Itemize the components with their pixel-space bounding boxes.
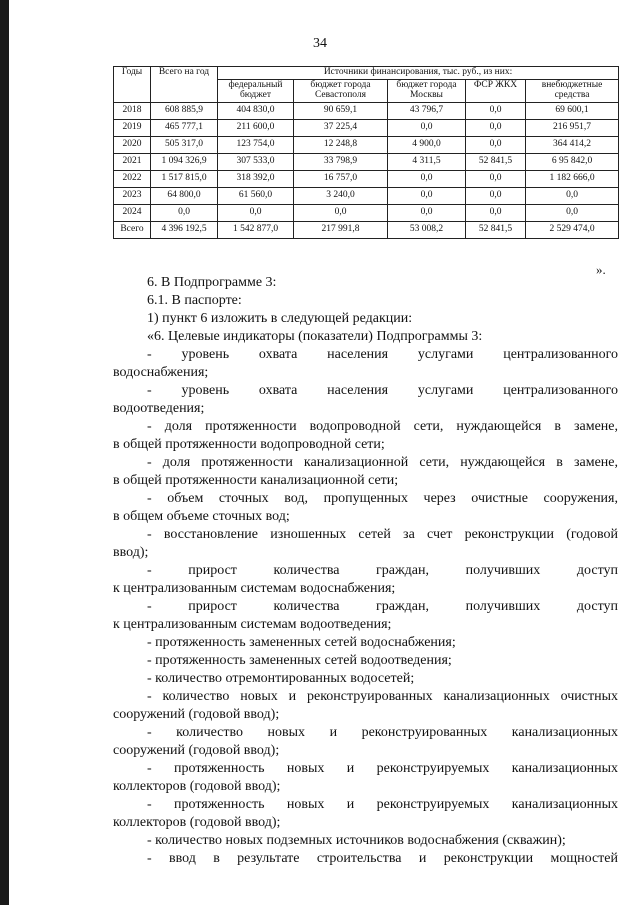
table-total-row [114, 221, 619, 238]
header-federal: федеральный бюджет [218, 79, 294, 102]
bullet-line: - количество новых и реконструированных канализационных [147, 725, 618, 740]
cell-sevastopol: 12 248,8 [294, 136, 388, 153]
table-row [114, 136, 619, 153]
bullet-continuation: в общем объеме сточных вод; [113, 509, 290, 524]
header-years: Годы [114, 67, 151, 103]
cell-year: 2023 [114, 187, 151, 204]
cell-federal: 61 560,0 [218, 187, 294, 204]
bullet-line: - объем сточных вод, пропущенных через очистные сооружения, [147, 491, 618, 506]
bullet-continuation: коллекторов (годовой ввод); [113, 815, 281, 830]
header-extra: внебюджетные средства [526, 79, 619, 102]
header-moscow: бюджет города Москвы [388, 79, 466, 102]
cell-total: 1 517 815,0 [151, 170, 218, 187]
cell-total: 0,0 [151, 204, 218, 221]
bullet-line: - количество новых и реконструированных канализационных очистных [147, 689, 618, 704]
item-1-line: 1) пункт 6 изложить в следующей редакции: [147, 311, 413, 326]
bullet-continuation: в общей протяженности канализационной сети; [113, 473, 399, 488]
cell-sevastopol: 90 659,1 [294, 102, 388, 119]
cell-moscow: 0,0 [388, 119, 466, 136]
cell-federal: 211 600,0 [218, 119, 294, 136]
cell-total: 608 885,9 [151, 102, 218, 119]
cell-federal: 0,0 [218, 204, 294, 221]
cell-federal: 318 392,0 [218, 170, 294, 187]
cell-year: 2019 [114, 119, 151, 136]
bullet-line: - уровень охвата населения услугами централизованного [147, 347, 618, 362]
bullet-line: - доля протяженности водопроводной сети, нуждающейся в замене, [147, 419, 618, 434]
cell-year: Всего [114, 221, 151, 238]
cell-fsr: 0,0 [466, 187, 526, 204]
table-row [114, 119, 619, 136]
cell-total: 505 317,0 [151, 136, 218, 153]
cell-fsr: 52 841,5 [466, 221, 526, 238]
cell-sevastopol: 0,0 [294, 204, 388, 221]
cell-sevastopol: 16 757,0 [294, 170, 388, 187]
bullet-line: - количество новых подземных источников водоснабжения (скважин); [147, 833, 566, 848]
bullet-line: - количество отремонтированных водосетей; [147, 671, 415, 686]
cell-federal: 1 542 877,0 [218, 221, 294, 238]
bullet-continuation: коллекторов (годовой ввод); [113, 779, 281, 794]
bullet-line: - протяженность замененных сетей водоотведения; [147, 653, 452, 668]
cell-fsr: 0,0 [466, 102, 526, 119]
bullet-continuation: сооружений (годовой ввод); [113, 743, 280, 758]
bullet-continuation: к централизованным системам водоснабжения; [113, 581, 396, 596]
bullet-continuation: в общей протяженности водопроводной сети; [113, 437, 385, 452]
cell-fsr: 0,0 [466, 119, 526, 136]
cell-extra: 6 95 842,0 [526, 153, 619, 170]
bullet-continuation: ввод); [113, 545, 149, 560]
cell-year: 2018 [114, 102, 151, 119]
indicators-heading: «6. Целевые индикаторы (показатели) Подпрограммы 3: [147, 329, 483, 344]
table-header-row [114, 67, 619, 80]
cell-sevastopol: 33 798,9 [294, 153, 388, 170]
item-6-1-line: 6.1. В паспорте: [147, 293, 242, 308]
cell-federal: 404 830,0 [218, 102, 294, 119]
bullet-line: - уровень охвата населения услугами централизованного [147, 383, 618, 398]
item-6-line: 6. В Подпрограмме 3: [147, 275, 277, 290]
bullet-continuation: к централизованным системам водоотведения; [113, 617, 392, 632]
cell-extra: 0,0 [526, 204, 619, 221]
cell-sevastopol: 217 991,8 [294, 221, 388, 238]
bullet-continuation: водоотведения; [113, 401, 205, 416]
bullet-line: - протяженность новых и реконструируемых канализационных [147, 761, 618, 776]
bullet-continuation: сооружений (годовой ввод); [113, 707, 280, 722]
bullet-line: - восстановление изношенных сетей за счет реконструкции (годовой [147, 527, 618, 542]
header-total: Всего на год [151, 67, 218, 103]
cell-extra: 216 951,7 [526, 119, 619, 136]
table-row [114, 204, 619, 221]
cell-fsr: 0,0 [466, 136, 526, 153]
cell-federal: 123 754,0 [218, 136, 294, 153]
cell-year: 2024 [114, 204, 151, 221]
financing-table [113, 66, 619, 239]
cell-federal: 307 533,0 [218, 153, 294, 170]
cell-fsr: 52 841,5 [466, 153, 526, 170]
scan-edge [0, 0, 9, 905]
cell-moscow: 0,0 [388, 170, 466, 187]
cell-year: 2020 [114, 136, 151, 153]
bullet-line: - доля протяженности канализационной сети, нуждающейся в замене, [147, 455, 618, 470]
table-row [114, 153, 619, 170]
bullet-line: - прирост количества граждан, получивших доступ [147, 563, 618, 578]
cell-year: 2022 [114, 170, 151, 187]
cell-total: 1 094 326,9 [151, 153, 218, 170]
header-sevastopol: бюджет города Севастополя [294, 79, 388, 102]
cell-moscow: 53 008,2 [388, 221, 466, 238]
cell-extra: 1 182 666,0 [526, 170, 619, 187]
cell-extra: 2 529 474,0 [526, 221, 619, 238]
table-row [114, 102, 619, 119]
bullet-line: - протяженность замененных сетей водоснабжения; [147, 635, 456, 650]
cell-moscow: 43 796,7 [388, 102, 466, 119]
cell-moscow: 4 900,0 [388, 136, 466, 153]
table-row [114, 187, 619, 204]
bullet-line: - протяженность новых и реконструируемых канализационных [147, 797, 618, 812]
cell-moscow: 0,0 [388, 187, 466, 204]
cell-moscow: 4 311,5 [388, 153, 466, 170]
cell-fsr: 0,0 [466, 170, 526, 187]
cell-year: 2021 [114, 153, 151, 170]
bullet-line: - прирост количества граждан, получивших доступ [147, 599, 618, 614]
closing-quote-mark: ». [596, 262, 606, 277]
cell-total: 64 800,0 [151, 187, 218, 204]
cell-total: 4 396 192,5 [151, 221, 218, 238]
cell-fsr: 0,0 [466, 204, 526, 221]
table-row [114, 170, 619, 187]
cell-sevastopol: 3 240,0 [294, 187, 388, 204]
page-number: 34 [313, 36, 327, 51]
cell-sevastopol: 37 225,4 [294, 119, 388, 136]
cell-extra: 364 414,2 [526, 136, 619, 153]
cell-moscow: 0,0 [388, 204, 466, 221]
bullet-line: - ввод в результате строительства и реконструкции мощностей [147, 851, 618, 866]
cell-total: 465 777,1 [151, 119, 218, 136]
bullet-continuation: водоснабжения; [113, 365, 209, 380]
document-body [113, 274, 618, 868]
cell-extra: 0,0 [526, 187, 619, 204]
header-sources-caption: Источники финансирования, тыс. руб., из них: [218, 67, 619, 80]
cell-extra: 69 600,1 [526, 102, 619, 119]
header-fsr: ФСР ЖКХ [466, 79, 526, 102]
